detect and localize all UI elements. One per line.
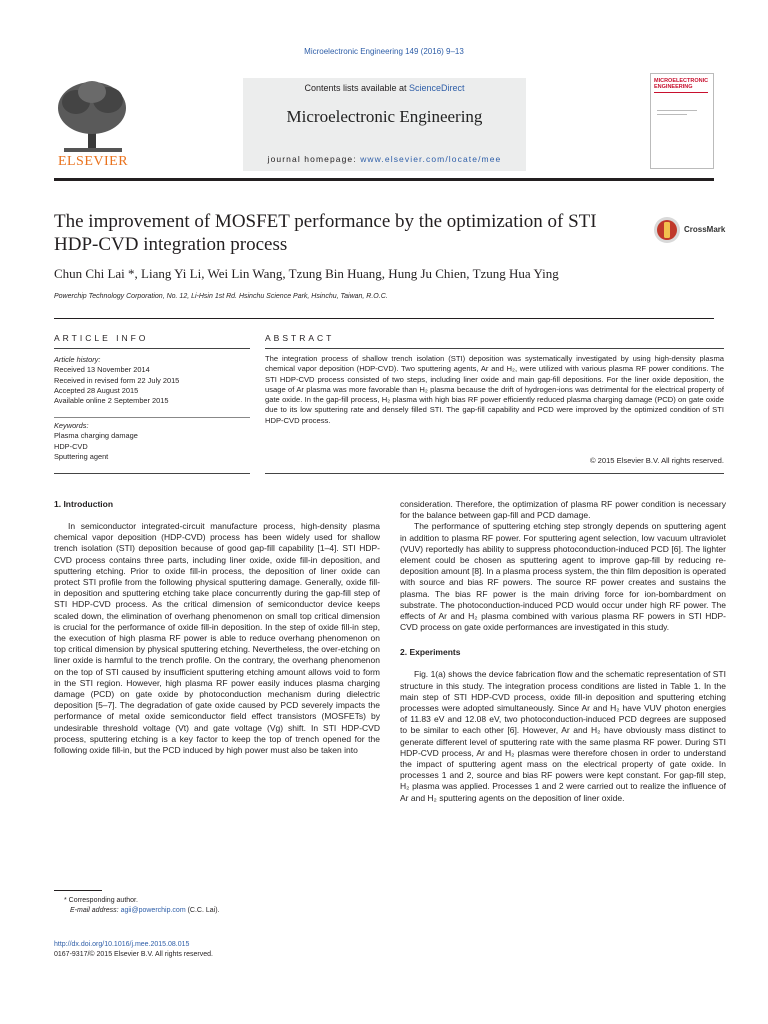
- keywords: [54, 421, 250, 462]
- cover-title-1: MICROELECTRONIC: [654, 78, 709, 84]
- contents-line: Contents lists available at ScienceDirect: [304, 83, 465, 93]
- header-rule: [54, 178, 714, 181]
- copyright: © 2015 Elsevier B.V. All rights reserved.: [589, 456, 724, 465]
- corresponding-author: * Corresponding author.: [64, 897, 138, 904]
- crossmark-label: CrossMark: [684, 225, 726, 234]
- article-info-heading: ARTICLE INFO: [54, 333, 149, 343]
- journal-homepage: journal homepage: www.elsevier.com/locate/mee: [267, 154, 502, 164]
- article-title: The improvement of MOSFET performance by the optimization of STI HDP-CVD integration process: [54, 211, 597, 255]
- homepage-link[interactable]: www.elsevier.com/locate/mee: [360, 154, 502, 164]
- authors: Chun Chi Lai *, Liang Yi Li, Wei Lin Wang, Tzung Bin Huang, Hung Ju Chien, Tzung Hua Ying: [54, 266, 559, 281]
- footnote-rule: [54, 890, 102, 891]
- publisher-name: ELSEVIER: [57, 154, 129, 169]
- continued-paragraph: consideration. Therefore, the optimization of plasma RF power condition is necessary for the balance between gap-fill and PCD damage.: [400, 499, 726, 521]
- journal-reference[interactable]: Microelectronic Engineering 149 (2016) 9–13: [304, 47, 464, 56]
- email-line: E-mail address: agii@powerchip.com (C.C. Lai).: [70, 907, 220, 914]
- history-item: Available online 2 September 2015: [54, 396, 169, 406]
- elsevier-logo: [54, 78, 132, 170]
- affiliation: Powerchip Technology Corporation, No. 12, Li-Hsin 1st Rd. Hsinchu Science Park, Hsinchu, Taiwan, R.O.C.: [54, 293, 388, 300]
- journal-banner: [243, 78, 526, 171]
- history-item: Received in revised form 22 July 2015: [54, 375, 180, 385]
- crossmark-badge[interactable]: [653, 216, 729, 246]
- crossmark-icon: [653, 216, 681, 244]
- keyword-item: Plasma charging damage: [54, 431, 138, 441]
- keywords-rule: [54, 417, 250, 418]
- abstract-rule: [265, 348, 724, 349]
- abstract-bottom-rule: [265, 473, 724, 474]
- cover-line: [657, 110, 697, 111]
- doi-link[interactable]: http://dx.doi.org/10.1016/j.mee.2015.08.015: [54, 941, 190, 948]
- article-info-rule: [54, 348, 250, 349]
- history-item: Received 13 November 2014: [54, 365, 150, 375]
- experiments-paragraph: Fig. 1(a) shows the device fabrication flow and the schematic representation of STI structure in this study. The integration process conditions are listed in Table 1. In the main step of STI HDP-CVD process, oxide fill-in deposition and sputtering etching processes were adopted simultaneously. Since Ar and H₂ have VUV photon energies of 11.83 eV and 12.08 eV, two photoconduction-induced PCD degrees are supposed to be similar to each other [6]. However, Ar and H₂ have obviously mass distinct to generate different level of sputtering rate with the same plasma RF power. During STI HDP-CVD process, Ar and H₂ plasmas were therefore chosen in order to understand the impact of sputtering agent mass on the electrical property of gate oxide. In processes 1 and 2, source and bias RF powers were kept constant. For gap-fill step, H₂ plasma was applied. Processes 1 and 2 were carried out to realize the influence of Ar and H₂ sputtering agents on the deposition of liner oxide.: [400, 669, 726, 803]
- section-rule: [54, 318, 714, 319]
- cover-title-2: ENGINEERING: [654, 84, 693, 90]
- history-item: Accepted 28 August 2015: [54, 385, 139, 395]
- introduction-heading: 1. Introduction: [54, 499, 114, 509]
- cover-divider: [654, 92, 708, 93]
- cover-line: [657, 114, 687, 115]
- history-label: Article history:: [54, 355, 101, 364]
- experiments-heading: 2. Experiments: [400, 647, 461, 658]
- article-history: [54, 355, 250, 406]
- introduction-paragraph: In semiconductor integrated-circuit manufacture process, high-density plasma chemical vapor deposition (HDP-CVD) process has been widely used for shallow trench isolation (STI) deposition because of good gap-fill capability [1–4]. STI HDP-CVD process contains three parts, including liner oxide, oxide fill-in deposition, and sputtering etching. Prior to oxide fill-in process, the deposition of liner oxide can protect STI profile from the following physical sputtering damage. Generally, oxide fill-in deposition and sputtering etching take place concurrently during the gap-fill step of STI HDP-CVD process. As the critical dimension of semiconductor device keeps scaled down, the elimination of overhang phenomenon on small top critical dimension is crucial for the performance of oxide fill-in deposition. In the step of oxide fill-in step, the execution of high plasma RF power is able to reduce overhang phenomenon on top critical dimension by physical sputtering etching. Nevertheless, the over-etching on liner oxide is harmful to the trench profile. On the contrary, the overhang phenomenon on the top of STI caused by insufficient sputtering etching amount allows void to form in the STI region. However, high plasma RF power easily induces plasma charging damage (PCD) on gate oxide by photoconduction mechanism during dielectric deposition [5–7]. The degradation of gate oxide caused by PCD severely impacts the performance of metal oxide semiconductor field effect transistors (MOSFETs) by undesirable threshold voltage (Vt) and gate voltage (Vg) shift. In STI HDP-CVD process, sputtering etching is a key factor to keep the top of trench opened for the following oxide fill-in, but the PCD induced by high power must also be taken into: [54, 521, 380, 756]
- article-info-bottom-rule: [54, 473, 250, 474]
- sciencedirect-link[interactable]: ScienceDirect: [409, 83, 465, 93]
- keywords-label: Keywords:: [54, 421, 89, 430]
- footnote: [54, 896, 384, 916]
- abstract-text: The integration process of shallow trench isolation (STI) deposition was systematically investigated by using high-density plasma chemical vapor deposition (HDP-CVD). Two sputtering agents, Ar and H₂, were utilized with various plasma RF power conditions. The STI HDP-CVD process consisted of two steps, including liner oxide and main gap-fill depositions. For the liner oxide deposition, the usage of Ar plasma was more favorable than H₂ plasma because the drift of hydrogen-ions was detrimental for the electrical property of gate oxide. In the gap-fill process, H₂ plasma with high bias RF power efficiently reduced plasma charging damage (PCD) on gate oxide due to its low sputtering rate and densely filled STI. The gap-fill capability and PCD were improved by the optimized condition of STI HDP-CVD process.: [265, 354, 724, 425]
- keyword-item: HDP-CVD: [54, 441, 88, 451]
- journal-name: Microelectronic Engineering: [286, 107, 483, 126]
- sputtering-paragraph: The performance of sputtering etching step strongly depends on sputtering agent in addition to plasma RF power. For sputtering agent selection, low vacuum ultraviolet (VUV) reportedly has ability to suppress photoconduction-induced PCD [6]. The lighter element could be chosen as sputtering agent to improve gap-fill by reducing re-deposition amount [8]. In a plasma process system, the thin film deposition is operated with source and bias RF powers. The source RF power creates and sustains the plasma. The bias RF power is the main driving force for ion-bombardment on substrate. The photoconduction-induced PCD would occur under high RF power. The effects of Ar and H₂ plasma combined with various plasma RF powers in STI HDP-CVD process on gate oxide performances are investigated in this study.: [400, 521, 726, 633]
- journal-cover-thumbnail: [650, 73, 714, 169]
- left-column: [54, 499, 380, 756]
- abstract-heading: ABSTRACT: [265, 333, 335, 343]
- doi-block: [54, 940, 384, 960]
- keyword-item: Sputtering agent: [54, 451, 109, 461]
- email-link[interactable]: agii@powerchip.com: [120, 907, 186, 914]
- issn-line: 0167-9317/© 2015 Elsevier B.V. All rights reserved.: [54, 951, 213, 958]
- right-column: [400, 499, 726, 804]
